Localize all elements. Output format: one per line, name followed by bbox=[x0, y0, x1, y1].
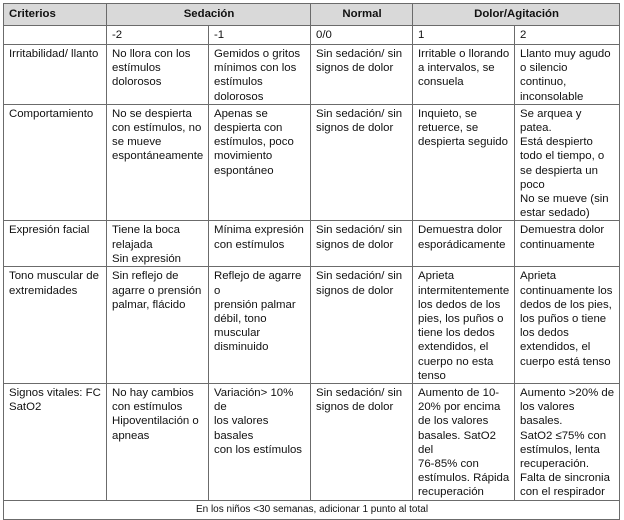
criterion-cell: Tono muscular de extremidades bbox=[4, 267, 107, 384]
table-cell: Sin sedación/ sin signos de dolor bbox=[311, 384, 413, 501]
table-cell: Demuestra dolor esporádicamente bbox=[413, 221, 515, 267]
score-cell: -2 bbox=[107, 26, 209, 45]
table-cell: Aumento >20% de los valores basales. SatO2 ≤75% con estímulos, lenta recuperación. Falta de sincronia con el respirador bbox=[515, 384, 620, 501]
table-cell: Tiene la boca relajada Sin expresión bbox=[107, 221, 209, 267]
table-cell: Sin sedación/ sin signos de dolor bbox=[311, 104, 413, 221]
table-row bbox=[4, 104, 620, 221]
table-cell: Reflejo de agarre o prensión palmar débil, tono muscular disminuido bbox=[209, 267, 311, 384]
header-sedacion: Sedación bbox=[107, 4, 311, 26]
table-row bbox=[4, 45, 620, 105]
table-cell: Sin sedación/ sin signos de dolor bbox=[311, 45, 413, 105]
table-cell: Demuestra dolor continuamente bbox=[515, 221, 620, 267]
table-cell: Llanto muy agudo o silencio continuo, inconsolable bbox=[515, 45, 620, 105]
pain-sedation-scale-table bbox=[3, 3, 620, 520]
table-cell: Irritable o llorando a intervalos, se consuela bbox=[413, 45, 515, 105]
table-row bbox=[4, 384, 620, 501]
criterion-cell: Expresión facial bbox=[4, 221, 107, 267]
criterion-cell: Irritabilidad/ llanto bbox=[4, 45, 107, 105]
table-cell: Sin sedación/ sin signos de dolor bbox=[311, 267, 413, 384]
table-cell: Inquieto, se retuerce, se despierta seguido bbox=[413, 104, 515, 221]
score-cell: 2 bbox=[515, 26, 620, 45]
criterion-cell: Comportamiento bbox=[4, 104, 107, 221]
table-cell: No se despierta con estímulos, no se mueve espontáneamente bbox=[107, 104, 209, 221]
score-cell: -1 bbox=[209, 26, 311, 45]
table-cell: Aprieta intermitentemente los dedos de los pies, los puños o tiene los dedos extendidos, el cuerpo no esta tenso bbox=[413, 267, 515, 384]
header-normal: Normal bbox=[311, 4, 413, 26]
table-cell: Mínima expresión con estímulos bbox=[209, 221, 311, 267]
header-row bbox=[4, 4, 620, 26]
score-blank-cell bbox=[4, 26, 107, 45]
table-cell: Aprieta continuamente los dedos de los pies, los puños o tiene los dedos extendidos, el cuerpo está tenso bbox=[515, 267, 620, 384]
table-row bbox=[4, 221, 620, 267]
table-cell: Apenas se despierta con estímulos, poco movimiento espontáneo bbox=[209, 104, 311, 221]
footnote-row bbox=[4, 500, 620, 519]
table-cell: No hay cambios con estímulos Hipoventilación o apneas bbox=[107, 384, 209, 501]
table-cell: Sin reflejo de agarre o prensión palmar, flácido bbox=[107, 267, 209, 384]
header-dolor-agitacion: Dolor/Agitación bbox=[413, 4, 620, 26]
criterion-cell: Signos vitales: FC SatO2 bbox=[4, 384, 107, 501]
score-cell: 0/0 bbox=[311, 26, 413, 45]
table-cell: Sin sedación/ sin signos de dolor bbox=[311, 221, 413, 267]
score-row bbox=[4, 26, 620, 45]
table-row bbox=[4, 267, 620, 384]
score-cell: 1 bbox=[413, 26, 515, 45]
header-criterios: Criterios bbox=[4, 4, 107, 26]
table-cell: Variación> 10% de los valores basales con los estímulos bbox=[209, 384, 311, 501]
table-cell: Se arquea y patea. Está despierto todo el tiempo, o se despierta un poco No se mueve (sin estar sedado) bbox=[515, 104, 620, 221]
table-cell: Gemidos o gritos mínimos con los estímulos dolorosos bbox=[209, 45, 311, 105]
table-cell: No llora con los estímulos dolorosos bbox=[107, 45, 209, 105]
footnote: En los niños <30 semanas, adicionar 1 punto al total bbox=[4, 500, 620, 519]
table-cell: Aumento de 10- 20% por encima de los valores basales. SatO2 del 76-85% con estímulos. Rápida recuperación bbox=[413, 384, 515, 501]
